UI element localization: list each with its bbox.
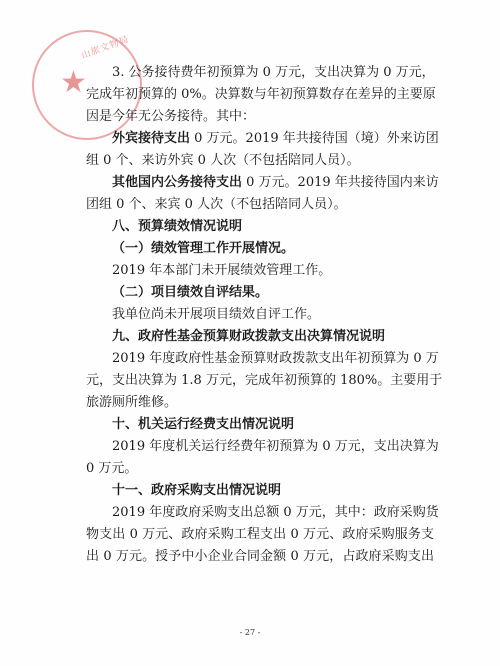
section-heading: 十一、政府采购支出情况说明 [112, 483, 282, 498]
body-text-line: 2019 年度政府采购支出总额 0 万元，其中：政府采购货 [112, 505, 439, 520]
body-text-line: 元，支出决算为 1.8 万元，完成年初预算的 180%。主要用于 [86, 373, 443, 388]
body-text-line: 我单位尚未开展项目绩效自评工作。 [112, 307, 321, 322]
document-body [86, 62, 443, 568]
body-text-line: 2019 年本部门未开展绩效管理工作。 [112, 263, 332, 278]
body-text-line: 团组 0 个、来宾 0 人次（不包括陪同人员）。 [86, 197, 347, 212]
body-text-line: 0 万元。 [86, 461, 138, 476]
body-text-line [86, 128, 439, 150]
section-heading: 八、预算绩效情况说明 [112, 219, 243, 234]
seal-star-icon: ★ [60, 65, 87, 100]
body-text-line: 完成年初预算的 0%。决算数与年初预算数存在差异的主要原 [86, 87, 436, 102]
section-heading: 十、机关运行经费支出情况说明 [112, 417, 295, 432]
seal-text: 山旅文物局 [80, 34, 131, 62]
body-text-line: 出 0 万元。授予中小企业合同金额 0 万元，占政府采购支出 [86, 549, 434, 564]
lead-in-label: 外宾接待支出 [112, 131, 191, 146]
body-text-line: 3. 公务接待费年初预算为 0 万元，支出决算为 0 万元， [112, 65, 435, 80]
section-heading: （二）项目绩效自评结果。 [112, 285, 269, 300]
body-text-line [86, 172, 439, 194]
lead-in-rest: 0 万元。2019 年共接待国（境）外来访团 [190, 131, 439, 146]
body-text-line: 2019 年度政府性基金预算财政拨款支出年初预算为 0 万 [112, 351, 439, 366]
body-text-line: 因是今年无公务接待。其中： [86, 109, 256, 124]
body-text-line: 物支出 0 万元、政府采购工程支出 0 万元、政府采购服务支 [86, 527, 434, 542]
body-text-line: 2019 年度机关运行经费年初预算为 0 万元，支出决算为 [112, 439, 439, 454]
body-text-line: 旅游厕所维修。 [86, 395, 178, 410]
section-heading: （一）绩效管理工作开展情况。 [112, 241, 295, 256]
body-text-line: 组 0 个、来访外宾 0 人次（不包括陪同人员）。 [86, 153, 360, 168]
section-heading: 九、政府性基金预算财政拨款支出决算情况说明 [112, 329, 386, 344]
lead-in-label: 其他国内公务接待支出 [112, 175, 243, 190]
page-number: - 27 - [239, 628, 261, 637]
lead-in-rest: 0 万元。2019 年共接待国内来访 [242, 175, 439, 190]
